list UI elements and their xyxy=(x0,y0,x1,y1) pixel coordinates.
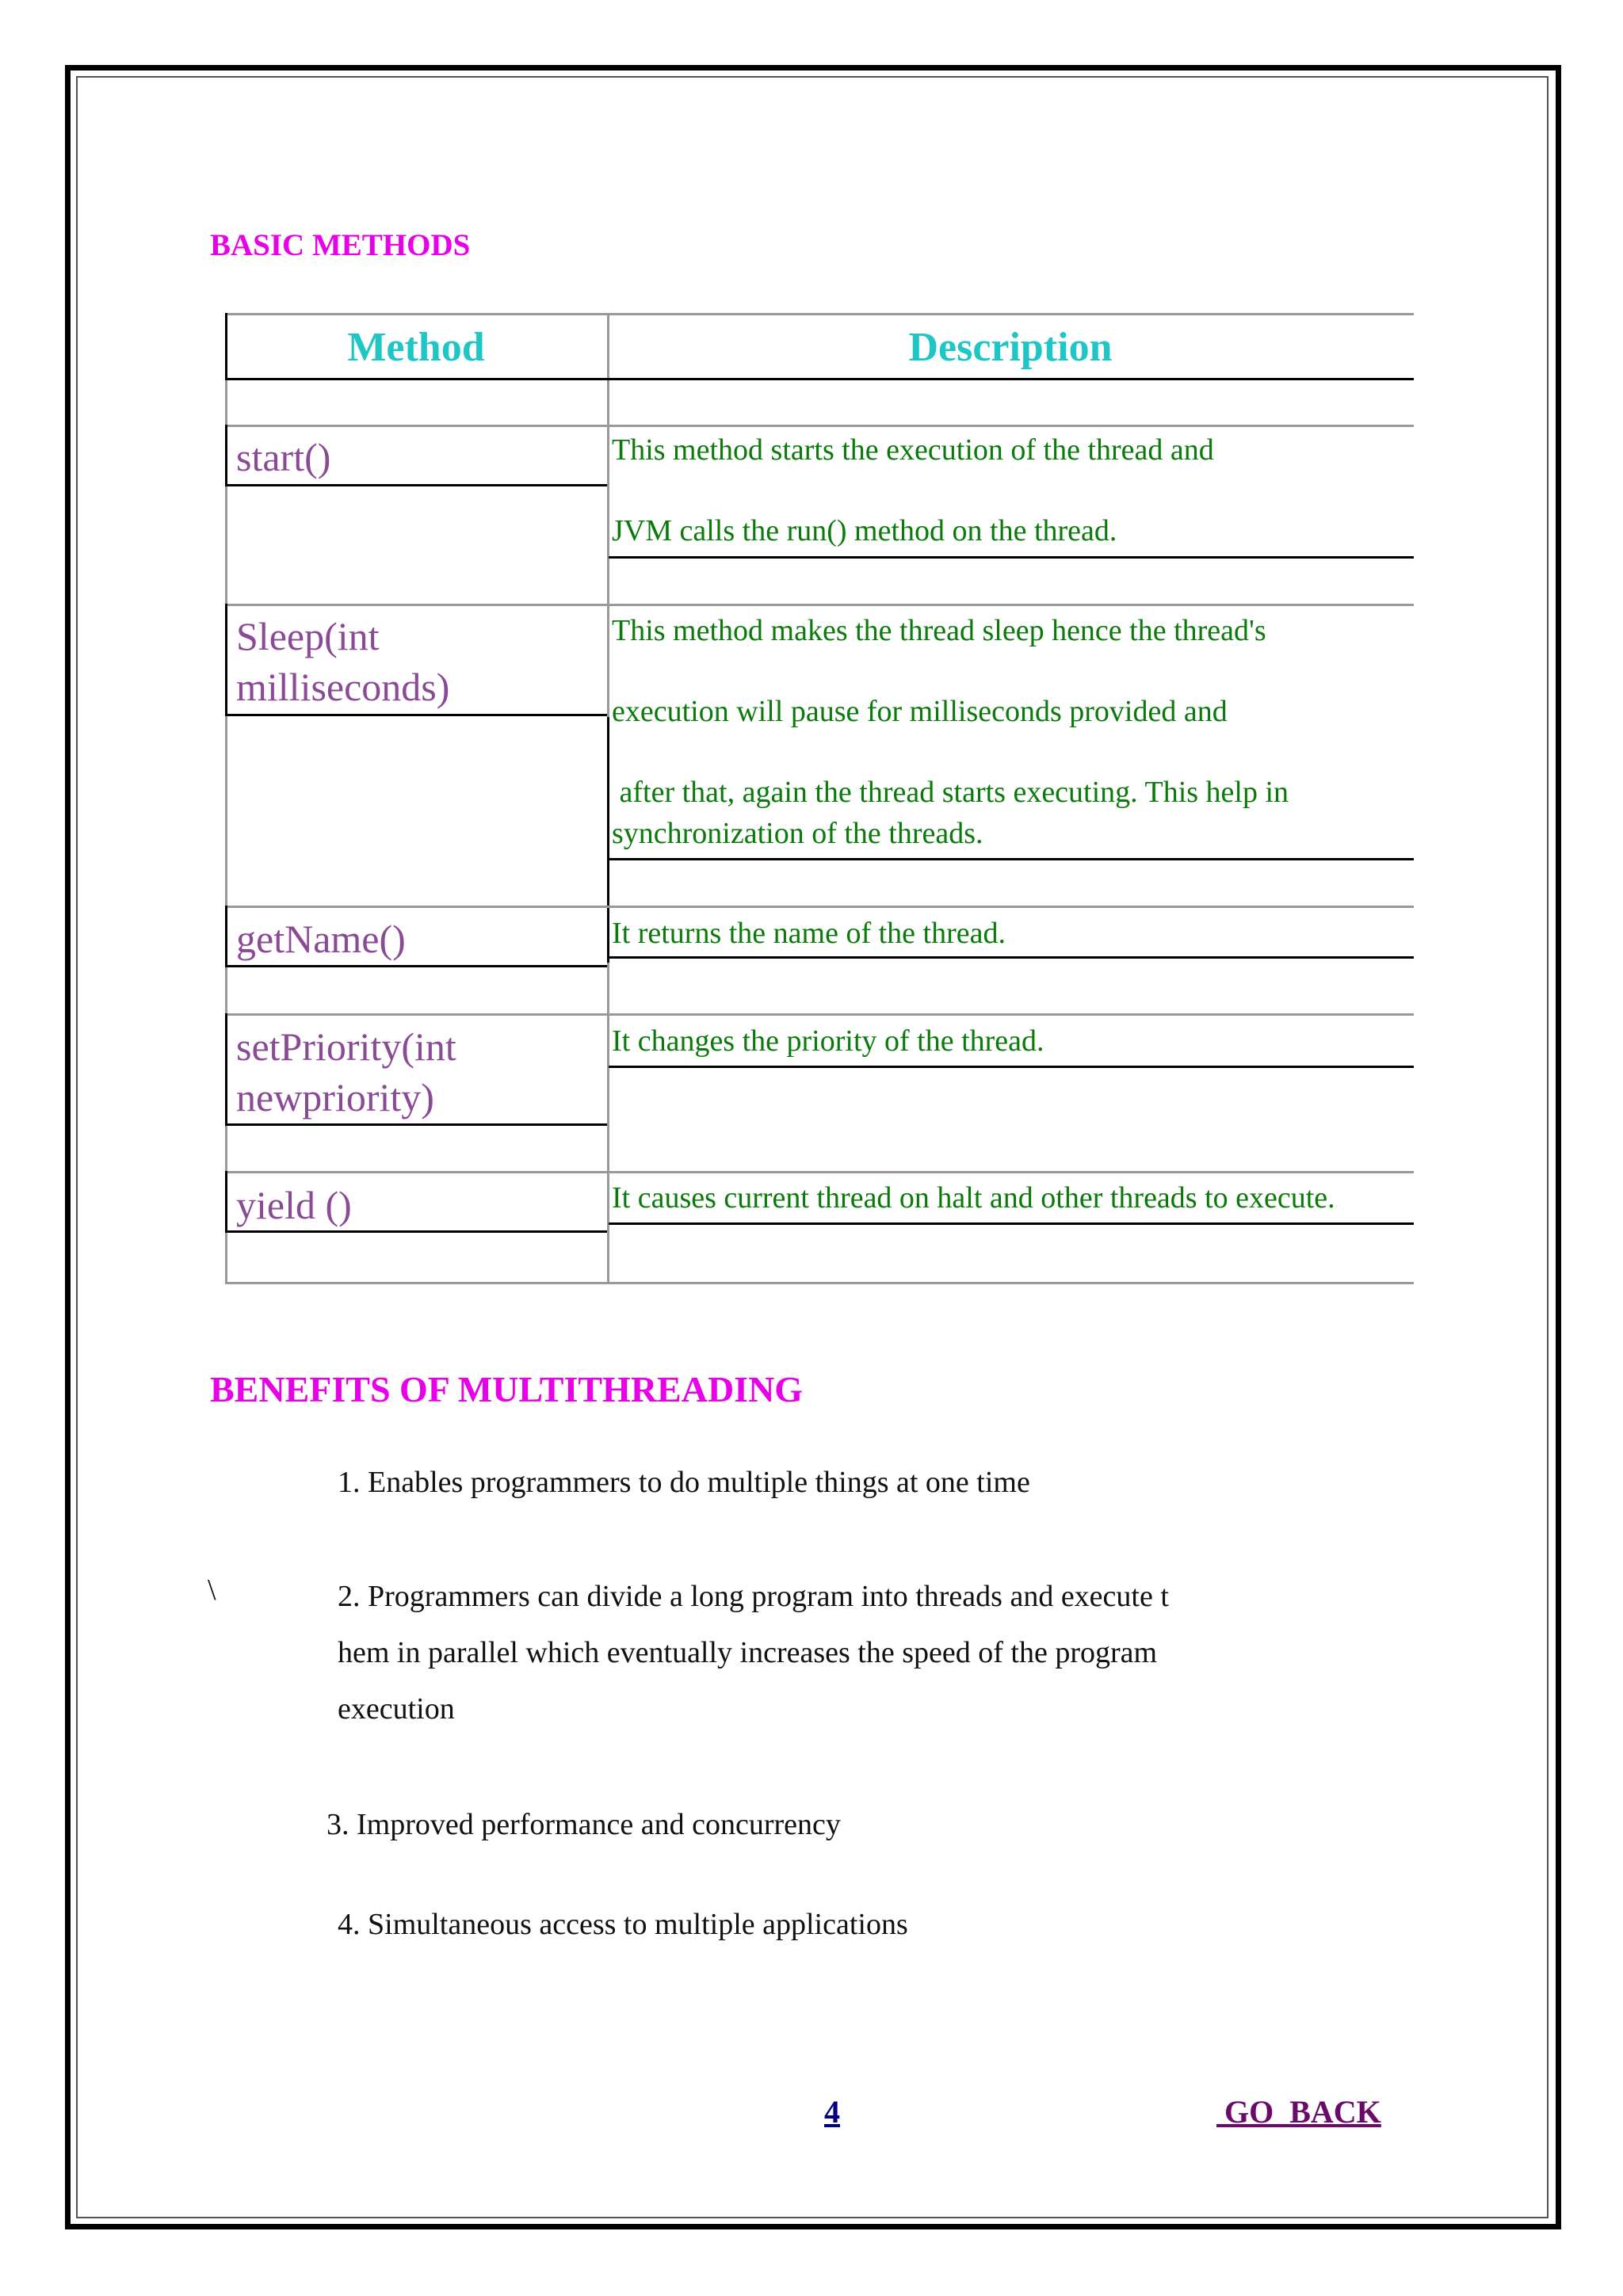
method-description-line: This method makes the thread sleep hence the thread's xyxy=(612,614,1266,647)
description-column-header: Description xyxy=(908,325,1113,370)
row-separator xyxy=(225,604,1414,606)
row-separator xyxy=(225,1013,1414,1016)
row-separator xyxy=(225,1171,1414,1173)
row-separator xyxy=(225,906,1414,908)
method-name: yield () xyxy=(236,1183,352,1227)
header-bottom-border xyxy=(225,378,1414,380)
cell-bottom-border xyxy=(225,714,607,716)
row-separator xyxy=(225,425,1414,427)
benefit-item: 4. Simultaneous access to multiple applications xyxy=(338,1908,908,1941)
method-name: start() xyxy=(236,435,331,479)
benefit-item: 2. Programmers can divide a long program into threads and execute t xyxy=(338,1580,1169,1613)
method-name: getName() xyxy=(236,917,406,961)
method-description-line: after that, again the thread starts executing. This help in xyxy=(612,776,1289,809)
benefit-item: execution xyxy=(338,1692,455,1726)
method-description-line: JVM calls the run() method on the thread. xyxy=(612,514,1117,547)
cell-bottom-border xyxy=(609,1222,1414,1225)
method-description-line: It causes current thread on halt and other threads to execute. xyxy=(612,1181,1335,1215)
stray-backslash-mark: \ xyxy=(208,1573,216,1607)
table-top-border xyxy=(225,313,1414,315)
cell-bottom-border xyxy=(225,965,607,967)
cell-bottom-border xyxy=(225,484,607,486)
method-description-line: synchronization of the threads. xyxy=(612,817,983,850)
method-name: setPriority(int xyxy=(236,1024,456,1069)
basic-methods-heading: BASIC METHODS xyxy=(210,228,471,262)
cell-bottom-border xyxy=(609,858,1414,860)
methods-table xyxy=(225,313,1414,1284)
cell-bottom-border xyxy=(609,556,1414,559)
method-name: newpriority) xyxy=(236,1075,434,1119)
cell-right-border xyxy=(607,717,609,963)
go-back-link[interactable]: GO BACK xyxy=(1216,2094,1381,2130)
method-description-line: This method starts the execution of the thread and xyxy=(612,433,1214,467)
method-description-line: It changes the priority of the thread. xyxy=(612,1024,1044,1058)
page-number: 4 xyxy=(824,2094,840,2130)
cell-left-border xyxy=(225,1013,227,1126)
cell-left-border xyxy=(225,1171,227,1233)
benefit-item: 1. Enables programmers to do multiple things at one time xyxy=(338,1466,1030,1499)
cell-bottom-border xyxy=(609,1066,1414,1068)
cell-bottom-border xyxy=(609,956,1414,959)
cell-left-border xyxy=(225,604,227,716)
method-name: milliseconds) xyxy=(236,665,450,709)
method-description-line: execution will pause for milliseconds provided and xyxy=(612,695,1228,728)
cell-bottom-border xyxy=(225,1123,607,1126)
table-bottom-border xyxy=(225,1282,1414,1284)
cell-left-border xyxy=(225,906,227,967)
table-left-border xyxy=(225,378,227,1284)
benefits-heading: BENEFITS OF MULTITHREADING xyxy=(210,1369,804,1409)
cell-bottom-border xyxy=(225,1230,607,1233)
method-description-line: It returns the name of the thread. xyxy=(612,917,1006,950)
method-name: Sleep(int xyxy=(236,614,380,658)
benefit-item: 3. Improved performance and concurrency xyxy=(327,1808,841,1841)
benefit-item: hem in parallel which eventually increases the speed of the program xyxy=(338,1636,1158,1669)
cell-left-border xyxy=(225,425,227,486)
method-column-header: Method xyxy=(347,325,485,370)
